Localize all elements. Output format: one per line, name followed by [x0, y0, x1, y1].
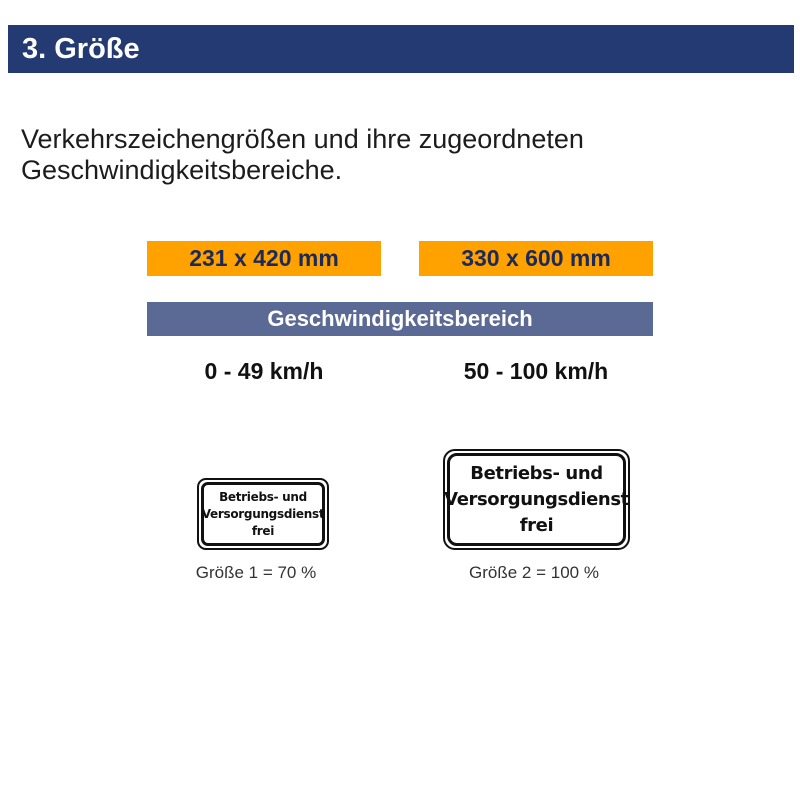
- speed-range-1: 0 - 49 km/h: [204, 358, 324, 384]
- sign-panel: [201, 482, 325, 546]
- size-caption-1: Größe 1 = 70 %: [195, 563, 317, 582]
- speed-range-header: Geschwindigkeitsbereich: [147, 302, 653, 336]
- sign-text-line-2: Versorgungsdienst: [444, 488, 629, 510]
- section-header: [8, 25, 794, 73]
- sign-text-line-3: frei: [251, 523, 275, 538]
- sign-text-line-1: Betriebs- und: [219, 489, 307, 504]
- traffic-sign-size-2: [443, 449, 630, 550]
- section-title: 3. Größe: [22, 33, 140, 65]
- size-label-2: 330 x 600 mm: [419, 241, 653, 276]
- traffic-sign-size-1: [197, 478, 329, 550]
- size-caption-2: Größe 2 = 100 %: [469, 563, 599, 582]
- speed-range-2: 50 - 100 km/h: [463, 358, 609, 384]
- size-label-1: 231 x 420 mm: [147, 241, 381, 276]
- sign-text-line-2: Versorgungsdienst: [201, 506, 325, 521]
- sign-panel: [444, 453, 629, 546]
- sign-text-line-1: Betriebs- und: [470, 462, 603, 484]
- sign-text-line-3: frei: [519, 514, 554, 536]
- intro-text: Verkehrszeichengrößen und ihre zugeordneten Geschwindigkeitsbereiche.: [21, 124, 584, 185]
